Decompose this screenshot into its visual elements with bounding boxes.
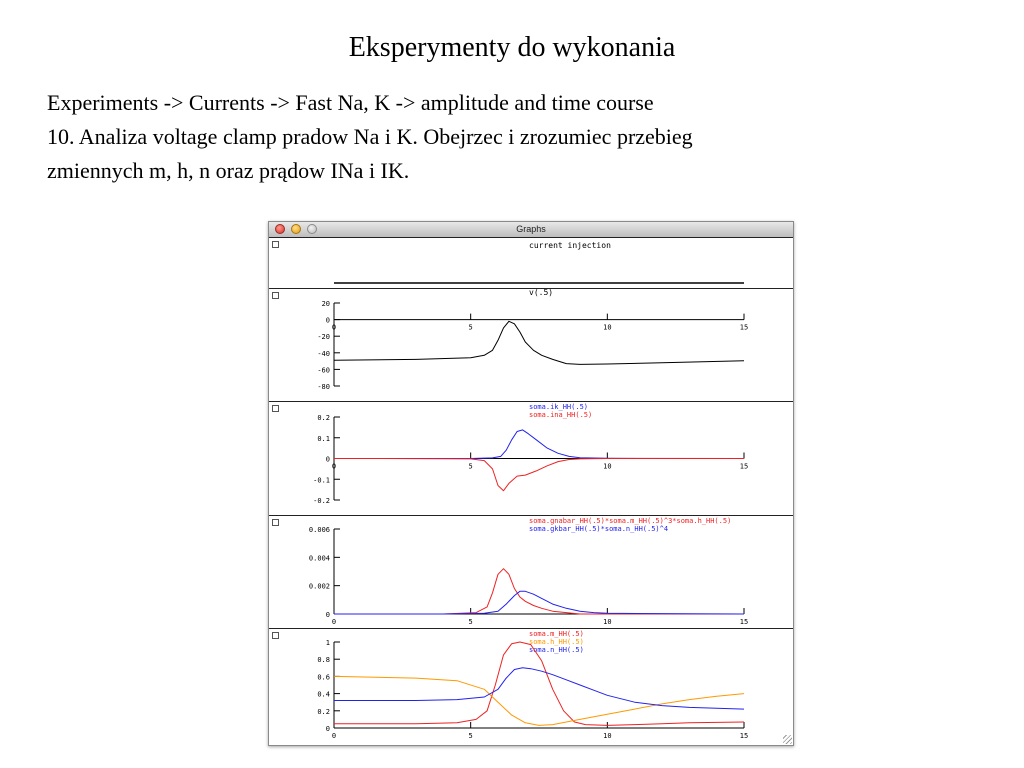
x-tick-label: 15 xyxy=(739,732,749,740)
series-line xyxy=(334,642,744,725)
series-line xyxy=(334,430,744,459)
legend-entry: soma.gkbar_HH(.5)*soma.n_HH(.5)^4 xyxy=(529,525,669,533)
y-tick-label: -60 xyxy=(317,366,330,375)
y-tick-label: 0 xyxy=(325,611,330,619)
y-tick-label: -40 xyxy=(317,349,330,358)
y-tick-label: -20 xyxy=(317,333,330,342)
slide-line: 10. Analiza voltage clamp pradow Na i K. Obejrzec i zrozumiec przebieg xyxy=(47,124,693,149)
series-line xyxy=(334,569,744,614)
y-tick-label: 0.006 xyxy=(308,526,330,534)
y-tick-label: -0.1 xyxy=(313,476,330,485)
y-tick-label: 20 xyxy=(321,300,330,308)
series-line xyxy=(334,668,744,709)
y-tick-label: -0.2 xyxy=(313,497,330,505)
x-tick-label: 0 xyxy=(331,732,337,740)
x-tick-label: 5 xyxy=(468,732,473,740)
x-tick-label: 0 xyxy=(331,462,337,471)
x-tick-label: 15 xyxy=(739,618,749,626)
series-line xyxy=(331,321,744,364)
x-tick-label: 5 xyxy=(468,462,473,471)
y-tick-label: 0.002 xyxy=(308,582,330,591)
series-line xyxy=(331,459,744,491)
y-tick-label: 1 xyxy=(325,639,330,647)
legend-entry: soma.ik_HH(.5) xyxy=(529,403,589,411)
graph-title: current injection xyxy=(529,241,611,250)
y-tick-label: 0.1 xyxy=(317,434,330,443)
y-tick-label: -80 xyxy=(317,383,330,391)
graphs-canvas xyxy=(269,222,793,745)
y-tick-label: 0.2 xyxy=(317,414,330,422)
x-tick-label: 5 xyxy=(468,618,473,626)
legend-entry: soma.m_HH(.5) xyxy=(529,630,584,638)
slide-title: Eksperymenty do wykonania xyxy=(348,32,676,63)
x-tick-label: 5 xyxy=(468,323,473,332)
graph-title: v(.5) xyxy=(529,288,554,297)
x-tick-label: 0 xyxy=(331,323,337,332)
y-tick-label: 0.8 xyxy=(317,656,330,665)
y-tick-label: 0.6 xyxy=(317,673,330,682)
legend-entry: soma.gnabar_HH(.5)*soma.m_HH(.5)^3*soma.h_HH(.5) xyxy=(529,517,732,525)
y-tick-label: 0.004 xyxy=(308,554,330,563)
y-tick-label: 0.2 xyxy=(317,707,330,716)
y-tick-label: 0 xyxy=(325,725,330,733)
x-tick-label: 10 xyxy=(603,323,612,332)
y-tick-label: 0 xyxy=(325,316,330,325)
slide-body xyxy=(47,86,1007,188)
y-tick-label: 0 xyxy=(325,455,330,464)
legend-entry: soma.h_HH(.5) xyxy=(529,638,584,646)
series-line xyxy=(334,591,744,614)
y-tick-label: 0.4 xyxy=(317,690,330,699)
legend-entry: soma.n_HH(.5) xyxy=(529,646,584,654)
window-title: Graphs xyxy=(516,224,546,234)
x-tick-label: 15 xyxy=(739,462,749,471)
x-tick-label: 0 xyxy=(331,618,337,626)
slide-line: Experiments -> Currents -> Fast Na, K -> amplitude and time course xyxy=(47,90,654,115)
x-tick-label: 10 xyxy=(603,618,612,626)
legend-entry: soma.ina_HH(.5) xyxy=(529,411,593,419)
x-tick-label: 10 xyxy=(603,462,612,471)
slide-line: zmiennych m, h, n oraz prądow INa i IK. xyxy=(47,158,410,183)
x-tick-label: 15 xyxy=(739,323,749,332)
x-tick-label: 10 xyxy=(603,732,612,740)
